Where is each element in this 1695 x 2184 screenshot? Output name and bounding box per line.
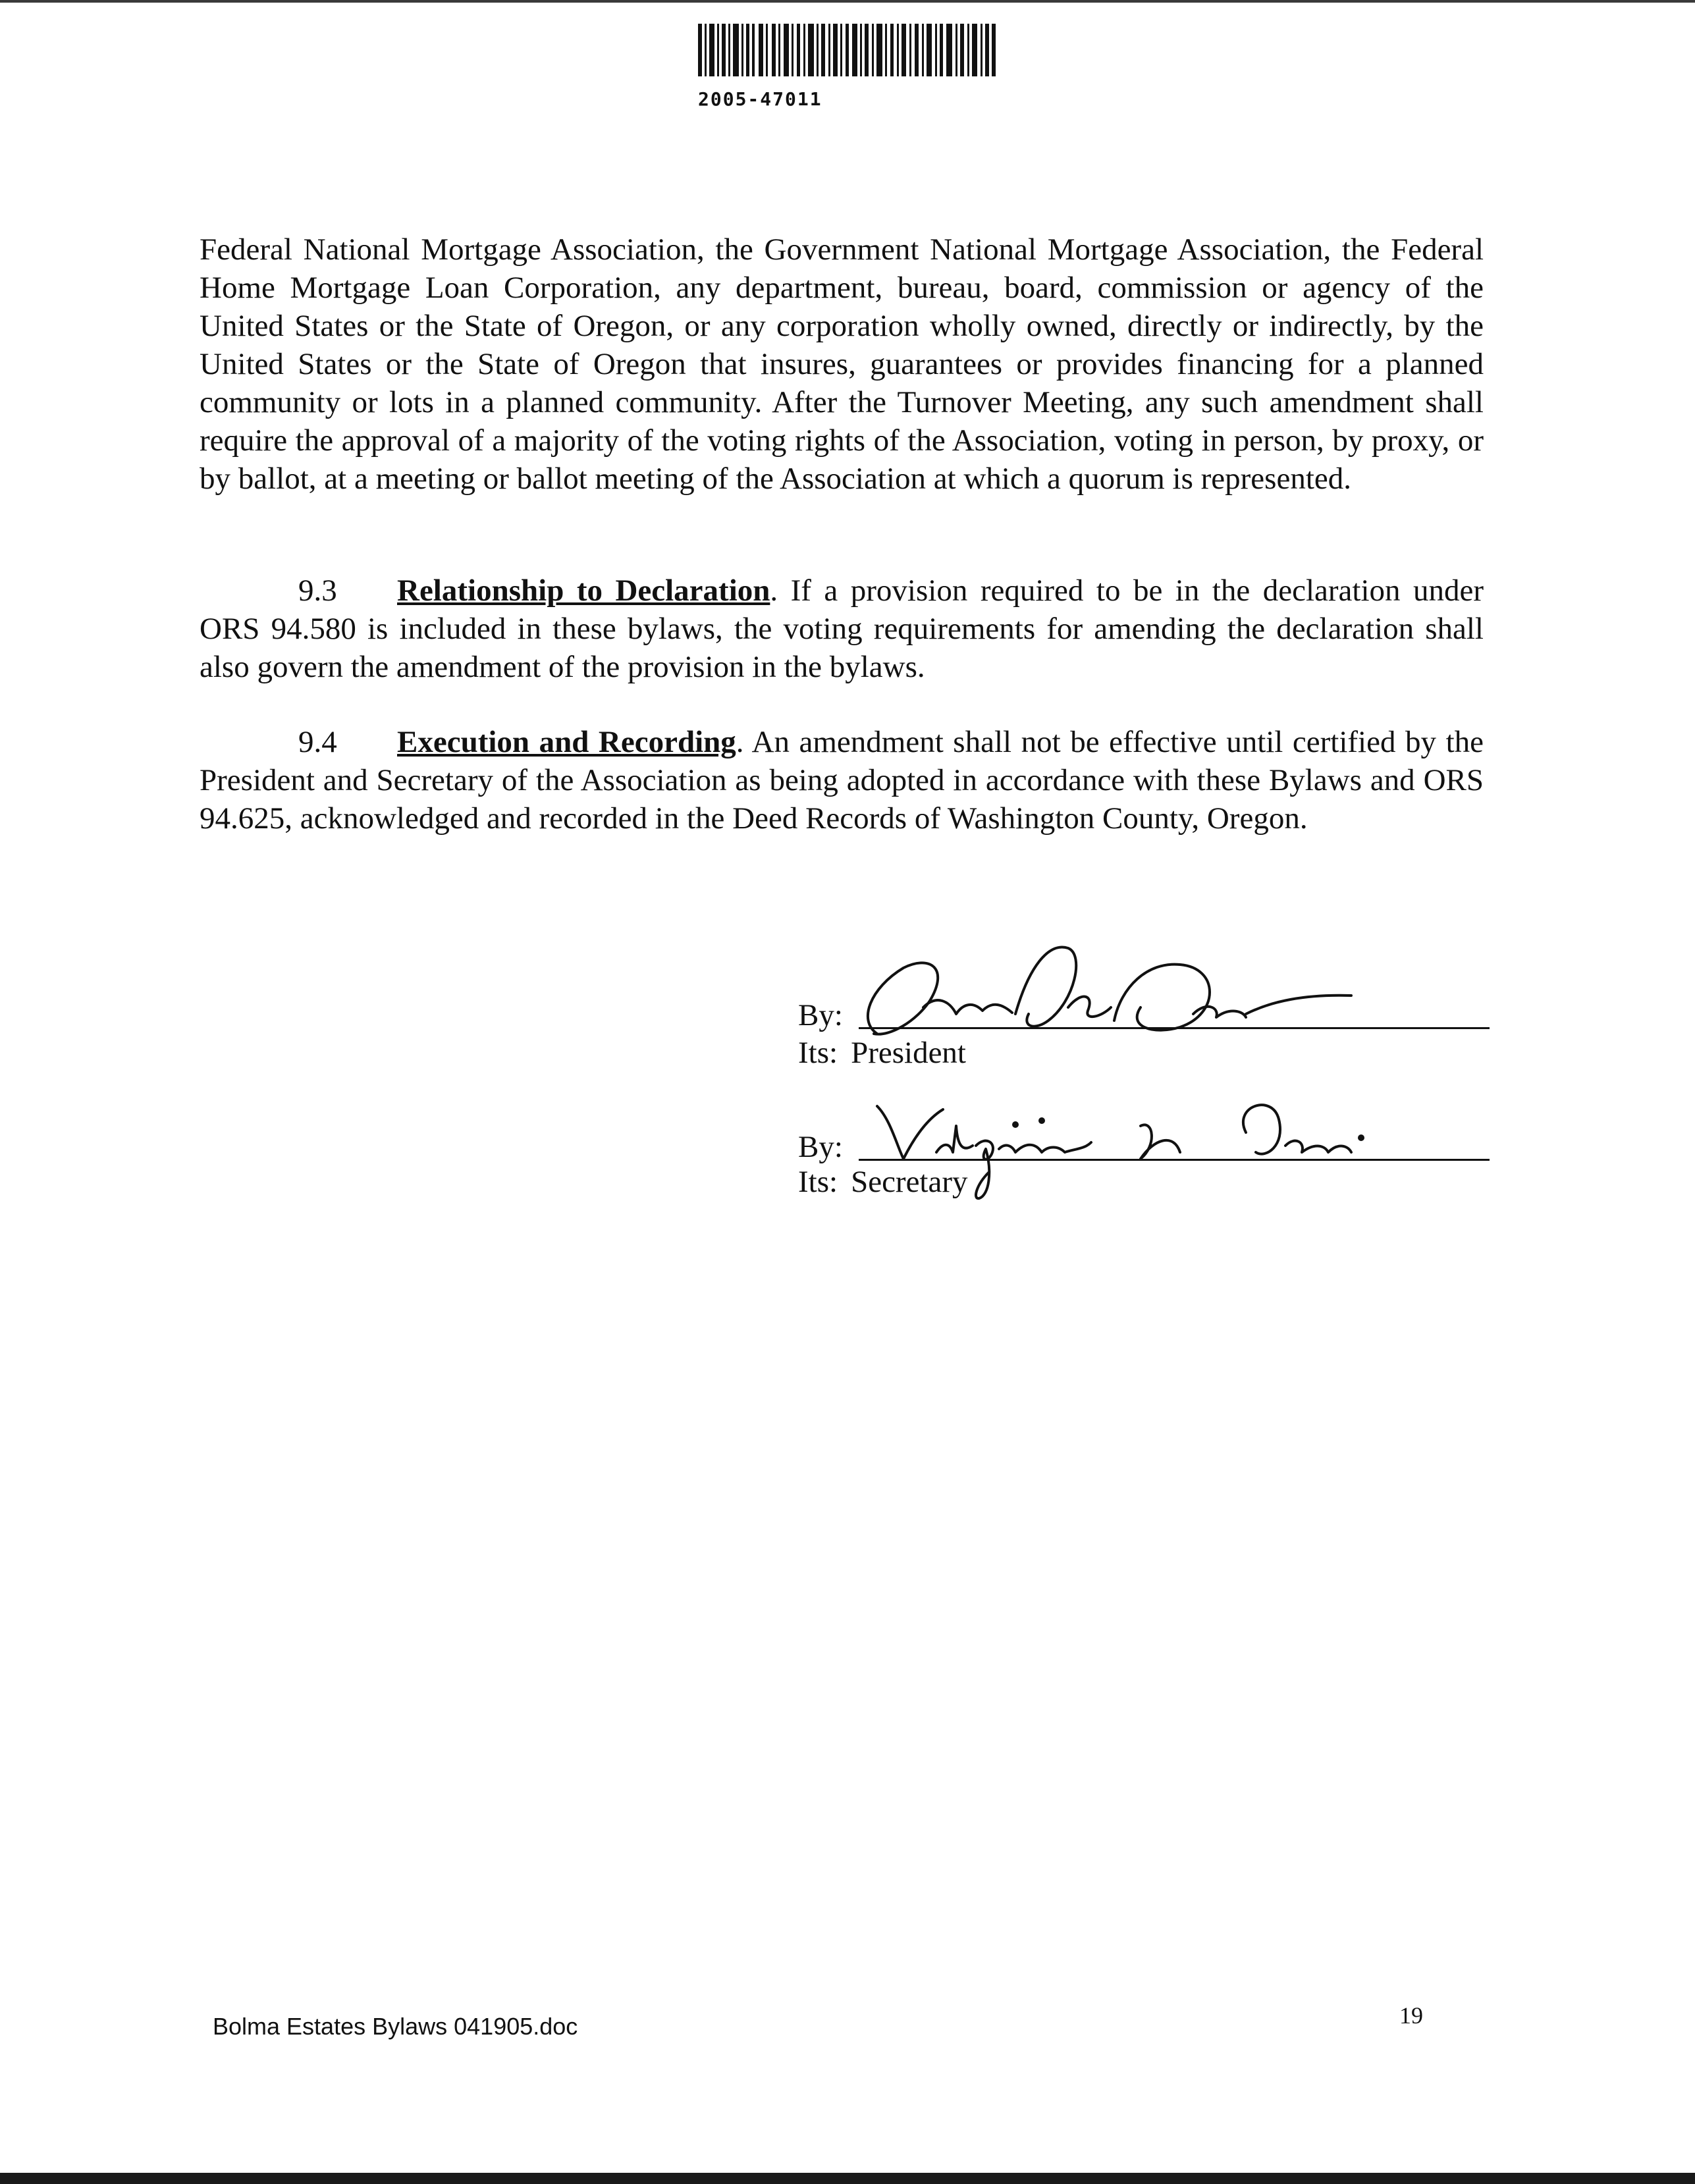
- footer-filename: Bolma Estates Bylaws 041905.doc: [213, 2013, 578, 2040]
- barcode: [698, 24, 996, 76]
- section-number: 9.4: [298, 725, 337, 759]
- secretary-signature-line: [859, 1159, 1490, 1161]
- section-text: . If a provision required to be in the declaration under ORS 94.580 is included in these bylaws, the voting requirements for amending the declaration shall also govern the amendment of the provision in the bylaws.: [200, 573, 1484, 684]
- president-title: President: [851, 1036, 966, 1070]
- president-by-label: By:: [798, 998, 843, 1032]
- president-signature-line: [859, 1027, 1490, 1029]
- president-its: [798, 1035, 966, 1071]
- section-number: 9.3: [298, 573, 337, 608]
- paragraph-continued: Federal National Mortgage Association, the Government National Mortgage Association, the Federal Home Mortgage Loan Corporation, any department, bureau, board, commission or agency of the United States or the State of Oregon, or any corporation wholly owned, directly or indirectly, by the United States or the State of Oregon that insures, guarantees or provides financing for a planned community or lots in a planned community. After the Turnover Meeting, any such amendment shall require the approval of a majority of the voting rights of the Association, voting in person, by proxy, or by ballot, at a meeting or ballot meeting of the Association at which a quorum is represented.: [200, 232, 1484, 496]
- scan-edge-top: [0, 0, 1695, 3]
- scan-edge-bottom: [0, 2173, 1695, 2184]
- section-9-3: [200, 572, 1484, 686]
- secretary-its: [798, 1164, 968, 1200]
- section-text: . An amendment shall not be effective until certified by the President and Secretary of the Association as being adopted in accordance with these Bylaws and ORS 94.625, acknowledged and recorded in the Deed Records of Washington County, Oregon.: [200, 725, 1484, 836]
- secretary-title: Secretary: [851, 1165, 968, 1199]
- page-number: 19: [1399, 2002, 1423, 2029]
- secretary-by-label: By:: [798, 1130, 843, 1164]
- barcode-number: 2005-47011: [698, 88, 822, 110]
- president-signature-block: [798, 935, 1490, 1080]
- section-heading: Execution and Recording: [397, 725, 736, 759]
- its-label: Its:: [798, 1036, 838, 1070]
- section-heading: Relationship to Declaration: [397, 573, 770, 608]
- section-9-4: [200, 723, 1484, 838]
- its-label: Its:: [798, 1165, 838, 1199]
- secretary-signature-block: [798, 1080, 1490, 1212]
